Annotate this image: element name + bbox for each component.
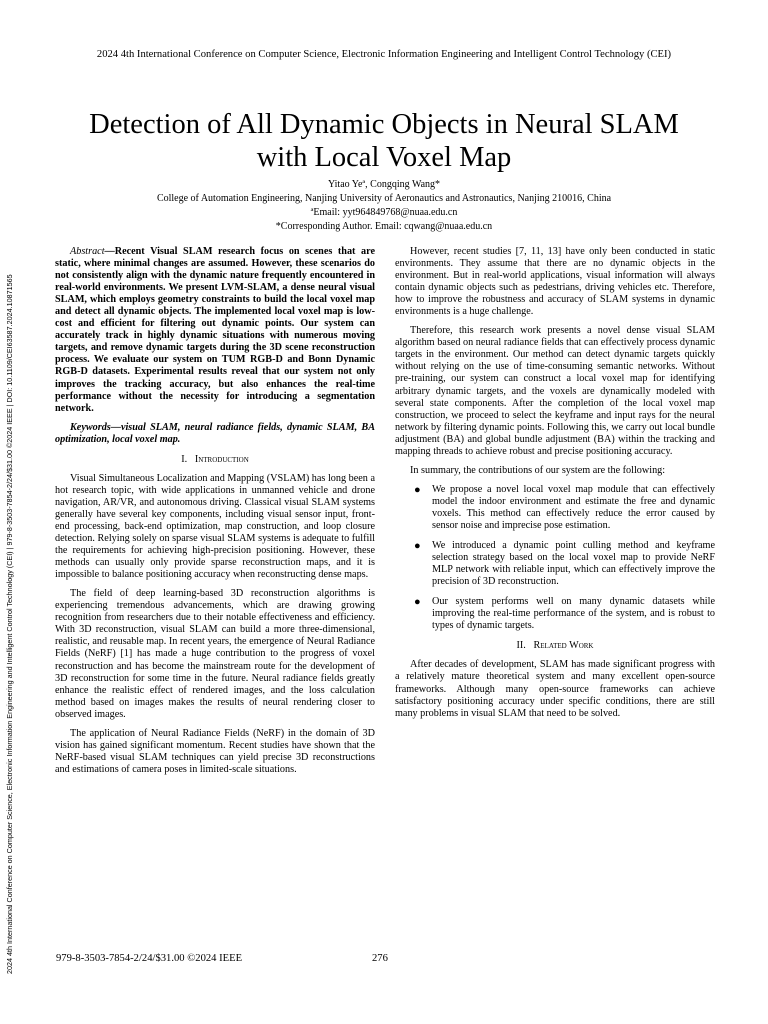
title-line-2: with Local Voxel Map: [256, 142, 512, 173]
keywords-label: Keywords—: [70, 421, 121, 433]
bullet-icon: ●: [414, 596, 421, 609]
left-column: [55, 246, 375, 783]
affiliation: College of Automation Engineering, Nanjing University of Aeronautics and Astronautics, Nanjing 210016, China: [156, 193, 612, 204]
list-item-text: We introduced a dynamic point culling method and keyframe selection strategy based on the local voxel map to provide NeRF MLP network with reliable input, which can effectively improve the precision of 3D reconstruction.: [432, 540, 715, 588]
section-number: I.: [181, 453, 188, 465]
list-item: [395, 484, 715, 532]
intro-paragraph-3: The application of Neural Radiance Fields (NeRF) in the domain of 3D vision has gained significant momentum. Recent studies have shown that the NeRF-based visual SLAM techniques can yield precise 3D reconstructions and estimations of camera poses in limited-scale situations.: [55, 727, 375, 775]
keywords-text: visual SLAM, neural radiance fields, dynamic SLAM, BA optimization, local voxel map.: [55, 421, 375, 445]
conference-header: 2024 4th International Conference on Computer Science, Electronic Information Engineering and Intelligent Control Technology (CEI): [96, 49, 672, 60]
section-heading-related-work: [395, 640, 715, 652]
intro-paragraph-1: Visual Simultaneous Localization and Mapping (VSLAM) has long been a hot research topic, with wide applications in unmanned vehicle and drone navigation, AR/VR, and autonomous driving. Classical visual SLAM systems generally have several key components, including visual sensor input, front-end processing, back-end optimization, map construction, and loop closure detection. Relying solely on sparse visual SLAM systems is adequate to fulfill the requirements for achieving high-precision positioning. However, these methods can usually only provide sparse reconstruction maps, and it is impossible to balance positioning accuracy when reconstructing dense maps.: [55, 472, 375, 581]
list-item: [395, 540, 715, 588]
section-heading-introduction: [55, 454, 375, 466]
page-number: 276: [372, 953, 388, 964]
intro-paragraph-5: Therefore, this research work presents a novel dense visual SLAM algorithm based on neural radiance fields that can effectively process dynamic targets in the environment. Our method can detect dynamic targets quickly without relying on the use of time-consuming semantic networks. Without pre-training, our system can construct a local voxel map for identifying arbitrary dynamic targets, and the voxels are dynamically modeled with several state components. After the completion of the local voxel map construction, we proceed to select the keyframe and input rays for the neural network by filtering dynamic points. Following this, we carry out local bundle adjustment (BA) and global bundle adjustment (BA) within the tracking and mapping threads to achieve robust and precise positioning accuracy.: [395, 325, 715, 457]
related-paragraph-1: After decades of development, SLAM has made significant progress with a relatively mature theoretical system and many excellent open-source frameworks. Although many open-source frameworks can achieve satisfactory positioning accuracy under specific conditions, there are still many problems in visual SLAM that need to be solved.: [395, 659, 715, 719]
title-line-1: Detection of All Dynamic Objects in Neural SLAM: [89, 109, 679, 140]
abstract-text: —Recent Visual SLAM research focus on scenes that are static, where minimal changes are assumed. However, these scenarios do not consistently align with the dynamic nature frequently encountered in real-world environments. We present LVM-SLAM, a dense neural visual SLAM, which employs geometry constraints to build the local voxel map and detect all dynamic objects. The implemented local voxel map is low-cost and efficient for filtering out dynamic points. Our system can accurately track in highly dynamic situations with numerous moving targets, and remove dynamic targets during the 3D scene reconstruction process. We evaluate our system on TUM RGB-D and Bonn Dynamic RGB-D datasets. Experimental results reveal that our system not only improves the tracking accuracy, but also enhances the real-time performance without the necessity for introducing a segmentation network.: [55, 246, 375, 414]
abstract-label: Abstract: [70, 246, 105, 257]
email-2: *Corresponding Author. Email: cqwang@nuaa.edu.cn: [275, 221, 493, 232]
intro-paragraph-6: In summary, the contributions of our system are the following:: [410, 464, 666, 476]
section-number: II.: [516, 640, 526, 652]
footer-copyright: 979-8-3503-7854-2/24/$31.00 ©2024 IEEE: [56, 953, 243, 964]
list-item: [395, 596, 715, 632]
bullet-icon: ●: [414, 540, 421, 553]
paper-title: [40, 108, 728, 174]
section-title: Introduction: [194, 453, 249, 465]
keywords: [55, 422, 375, 446]
contributions-list: [395, 484, 715, 633]
sidebar-citation-text: 2024 4th International Conference on Computer Science, Electronic Information Engineering and Intelligent Control Technology (CEI) | 979-8-3503-7854-2/24/$31.00 ©2024 IEEE | DOI: 10.1109/CEI63587.2024.10871565: [5, 274, 14, 974]
abstract: [55, 246, 375, 415]
section-title: Related Work: [533, 640, 594, 652]
email-1: ªEmail: yyt964849768@nuaa.edu.cn: [310, 207, 458, 218]
list-item-text: We propose a novel local voxel map module that can effectively model the indoor environment and estimate the free and dynamic voxels. This method can effectively reduce the error caused by sensor noise and imprecise pose estimation.: [432, 483, 715, 531]
intro-paragraph-4: However, recent studies [7, 11, 13] have only been conducted in static environments. They assume that there are no dynamic objects in the environment. But in real-world applications, visual information will always contain dynamic objects such as pedestrians, driving vehicles etc. Therefore, how to improve the robustness and accuracy of SLAM systems in dynamic environments is a huge challenge.: [395, 246, 715, 318]
intro-paragraph-2: The field of deep learning-based 3D reconstruction algorithms is experiencing tremendous advancements, which are drawing growing recognition from researchers due to their notable effectiveness and efficiency. With 3D reconstruction, visual SLAM can build a more three-dimensional, realistic, and reusable map. In recent years, the emergence of Neural Radiance Fields (NeRF) [1] has made a huge contribution to the progress of voxel reconstruction and has become the mainstream route for the development of 3D reconstruction for some time in the future. Neural radiance fields greatly enhance the realistic effect of rendered images, and the loss calculation method based on images makes the results of neural rendering closer to observed images.: [55, 588, 375, 720]
author-block: [0, 178, 768, 234]
bullet-icon: ●: [414, 483, 421, 496]
list-item-text: Our system performs well on many dynamic datasets while improving the real-time performance of the system, and is robust to types of dynamic targets.: [432, 596, 715, 632]
authors: Yitao Yeª, Congqing Wang*: [327, 179, 441, 190]
right-column: [395, 246, 715, 727]
